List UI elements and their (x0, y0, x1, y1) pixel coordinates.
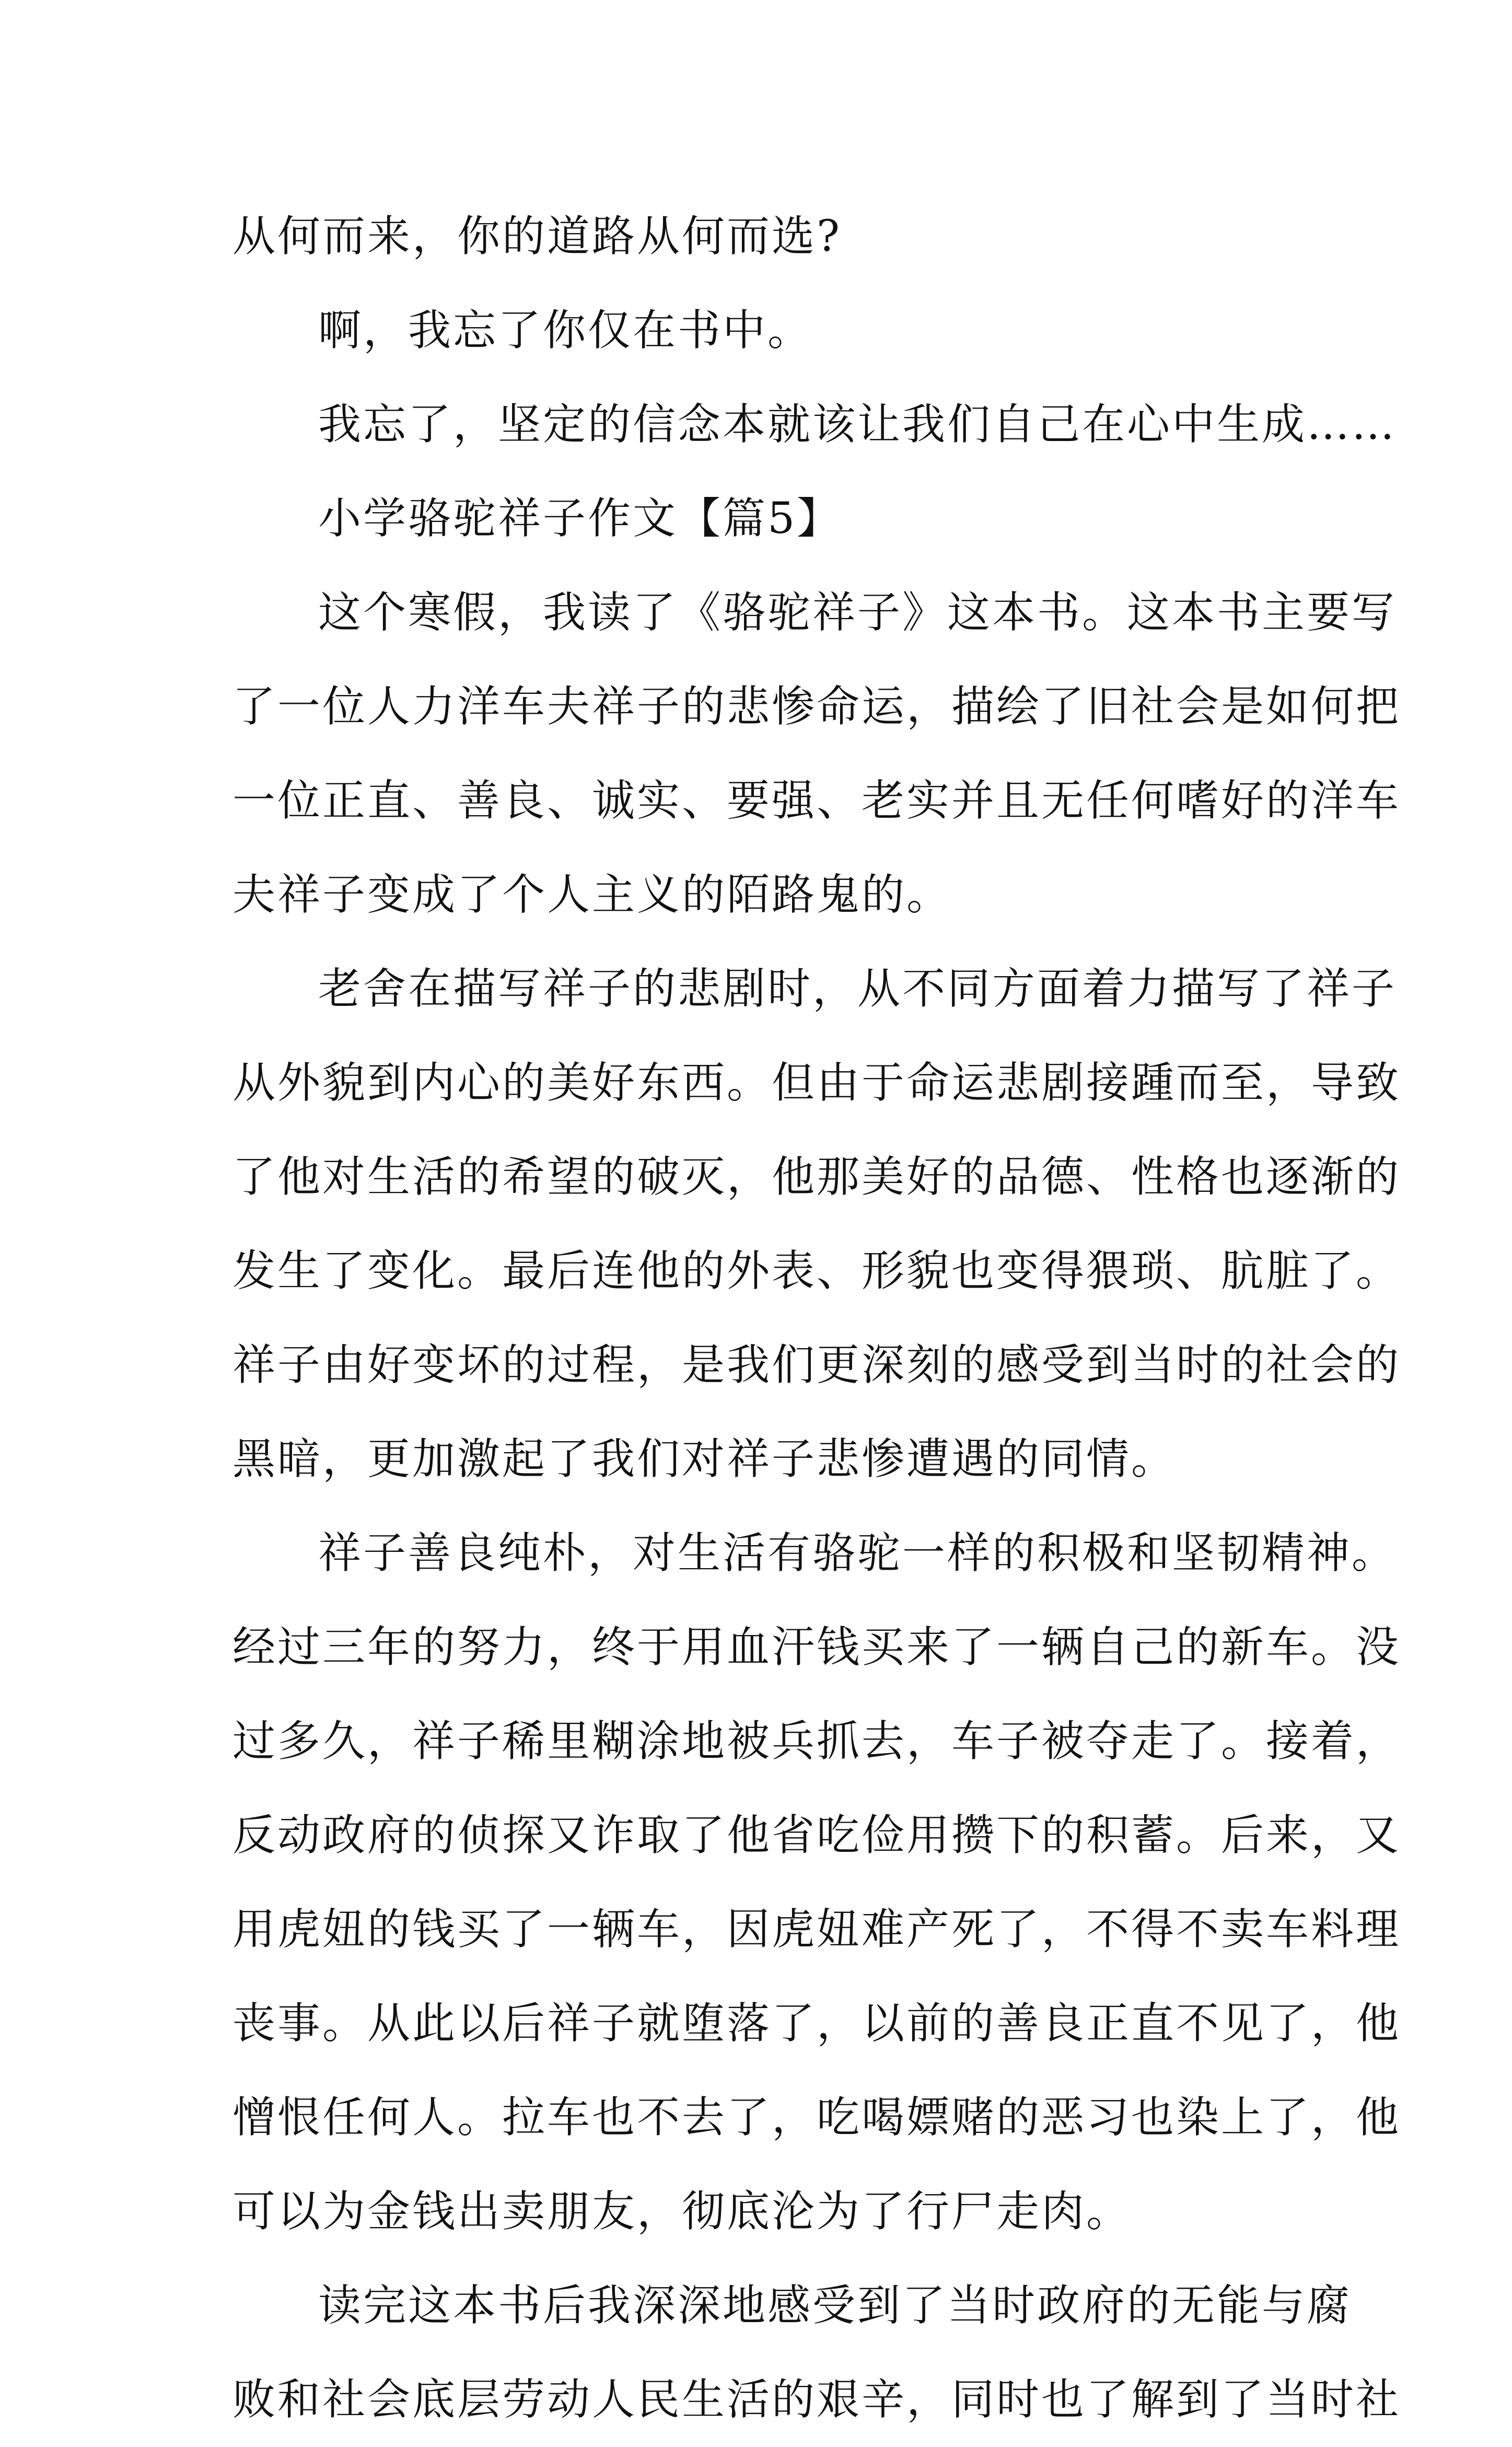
text-line: 可以为金钱出卖朋友，彻底沦为了行尸走肉。 (232, 2187, 1132, 2236)
text-line: 啊，我忘了你仅在书中。 (318, 306, 813, 355)
text-line: 发生了变化。最后连他的外表、形貌也变得猥琐、肮脏了。 (232, 1246, 1401, 1296)
section-heading: 小学骆驼祥子作文【篇5】 (318, 494, 842, 543)
text-line: 憎恨任何人。拉车也不去了，吃喝嫖赌的恶习也染上了，他 (232, 2093, 1401, 2142)
text-line: 读完这本书后我深深地感受到了当时政府的无能与腐 (318, 2281, 1352, 2330)
text-line: 了他对生活的希望的破灭，他那美好的品德、性格也逐渐的 (232, 1152, 1401, 1202)
text-line: 反动政府的侦探又诈取了他省吃俭用攒下的积蓄。后来，又 (232, 1811, 1401, 1860)
text-line: 黑暗，更加激起了我们对祥子悲惨遭遇的同情。 (232, 1434, 1177, 1484)
text-line: 败和社会底层劳动人民生活的艰辛，同时也了解到了当时社 (232, 2375, 1401, 2425)
text-line: 我忘了，坚定的信念本就该让我们自己在心中生成…… (318, 400, 1397, 449)
text-line: 从外貌到内心的美好东西。但由于命运悲剧接踵而至，导致 (232, 1058, 1401, 1108)
text-line: 一位正直、善良、诚实、要强、老实并且无任何嗜好的洋车 (232, 776, 1401, 826)
text-line: 这个寒假，我读了《骆驼祥子》这本书。这本书主要写 (318, 588, 1397, 637)
text-line: 经过三年的努力，终于用血汗钱买来了一辆自己的新车。没 (232, 1622, 1401, 1672)
text-line: 用虎妞的钱买了一辆车，因虎妞难产死了，不得不卖车料理 (232, 1905, 1401, 1954)
text-line: 了一位人力洋车夫祥子的悲惨命运，描绘了旧社会是如何把 (232, 682, 1401, 732)
document-body (232, 190, 1401, 2447)
text-line: 夫祥子变成了个人主义的陌路鬼的。 (232, 870, 952, 920)
text-line: 丧事。从此以后祥子就堕落了，以前的善良正直不见了，他 (232, 1999, 1401, 2048)
text-line: 祥子由好变坏的过程，是我们更深刻的感受到当时的社会的 (232, 1340, 1401, 1390)
text-line: 过多久，祥子稀里糊涂地被兵抓去，车子被夺走了。接着， (232, 1717, 1401, 1766)
text-line: 老舍在描写祥子的悲剧时，从不同方面着力描写了祥子 (318, 964, 1397, 1014)
text-line: 从何而来，你的道路从何而选? (232, 212, 842, 261)
text-line: 祥子善良纯朴，对生活有骆驼一样的积极和坚韧精神。 (318, 1528, 1397, 1578)
